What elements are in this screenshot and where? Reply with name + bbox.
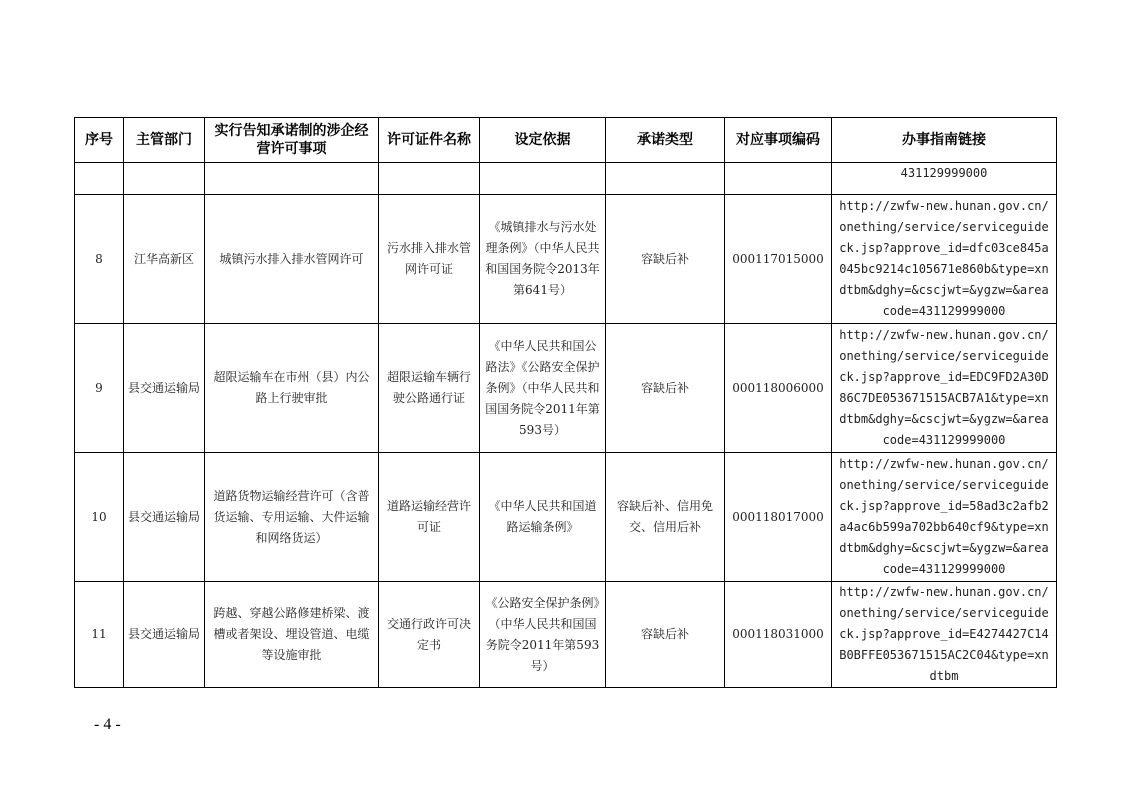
table-cell (75, 163, 124, 195)
row-code: 000117015000 (725, 195, 832, 324)
header-license: 许可证件名称 (379, 118, 480, 163)
row-code: 000118031000 (725, 582, 832, 688)
row-type: 容缺后补 (606, 195, 725, 324)
page-number: - 4 - (94, 716, 121, 733)
row-dept: 县交通运输局 (124, 582, 205, 688)
table-cell (205, 163, 379, 195)
header-code: 对应事项编码 (725, 118, 832, 163)
row-license: 道路运输经营许可证 (379, 453, 480, 582)
guide-link[interactable]: http://zwfw-new.hunan.gov.cn/onething/service/serviceguideck.jsp?approve_id=E4274427C14B0BFFE053671515AC2C04&type=xndtbm (832, 582, 1057, 688)
guide-link[interactable]: http://zwfw-new.hunan.gov.cn/onething/service/serviceguideck.jsp?approve_id=58ad3c2afb2a4ac6b599a702bb640cf9&type=xndtbm&dghy=&cscjwt=&ygzw=&areacode=431129999000 (832, 453, 1057, 582)
table-cell (606, 163, 725, 195)
table-cell (124, 163, 205, 195)
table-row (75, 582, 1057, 688)
row-code: 000118006000 (725, 324, 832, 453)
row-dept: 县交通运输局 (124, 453, 205, 582)
table-row (75, 453, 1057, 582)
header-link: 办事指南链接 (832, 118, 1057, 163)
row-license: 污水排入排水管网许可证 (379, 195, 480, 324)
row-basis: 《公路安全保护条例》（中华人民共和国国务院令2011年第593号） (480, 582, 606, 688)
row-number: 11 (75, 582, 124, 688)
row-code: 000118017000 (725, 453, 832, 582)
row-dept: 江华高新区 (124, 195, 205, 324)
header-item: 实行告知承诺制的涉企经营许可事项 (205, 118, 379, 163)
row-number: 10 (75, 453, 124, 582)
header-seq: 序号 (75, 118, 124, 163)
header-type: 承诺类型 (606, 118, 725, 163)
table-cell (379, 163, 480, 195)
row-item: 超限运输车在市州（县）内公路上行驶审批 (205, 324, 379, 453)
header-basis: 设定依据 (480, 118, 606, 163)
row-license: 超限运输车辆行驶公路通行证 (379, 324, 480, 453)
row-item: 跨越、穿越公路修建桥梁、渡槽或者架设、埋设管道、电缆等设施审批 (205, 582, 379, 688)
row-basis: 《城镇排水与污水处理条例》（中华人民共和国国务院令2013年第641号） (480, 195, 606, 324)
row-type: 容缺后补 (606, 324, 725, 453)
row-basis: 《中华人民共和国道路运输条例》 (480, 453, 606, 582)
header-row (75, 118, 1057, 163)
row-dept: 县交通运输局 (124, 324, 205, 453)
table-cell (725, 163, 832, 195)
header-dept: 主管部门 (124, 118, 205, 163)
guide-link[interactable]: http://zwfw-new.hunan.gov.cn/onething/service/serviceguideck.jsp?approve_id=dfc03ce845a045bc9214c105671e860b&type=xndtbm&dghy=&cscjwt=&ygzw=&areacode=431129999000 (832, 195, 1057, 324)
table-row-continuation (75, 163, 1057, 195)
license-table (74, 117, 1057, 688)
guide-link-continuation[interactable]: 431129999000 (832, 163, 1057, 195)
row-type: 容缺后补 (606, 582, 725, 688)
row-item: 道路货物运输经营许可（含普货运输、专用运输、大件运输和网络货运） (205, 453, 379, 582)
row-item: 城镇污水排入排水管网许可 (205, 195, 379, 324)
row-type: 容缺后补、信用免交、信用后补 (606, 453, 725, 582)
row-license: 交通行政许可决定书 (379, 582, 480, 688)
guide-link[interactable]: http://zwfw-new.hunan.gov.cn/onething/service/serviceguideck.jsp?approve_id=EDC9FD2A30D86C7DE053671515ACB7A1&type=xndtbm&dghy=&cscjwt=&ygzw=&areacode=431129999000 (832, 324, 1057, 453)
row-basis: 《中华人民共和国公路法》《公路安全保护条例》（中华人民共和国国务院令2011年第593号） (480, 324, 606, 453)
table-row (75, 195, 1057, 324)
row-number: 9 (75, 324, 124, 453)
table-row (75, 324, 1057, 453)
row-number: 8 (75, 195, 124, 324)
table-cell (480, 163, 606, 195)
